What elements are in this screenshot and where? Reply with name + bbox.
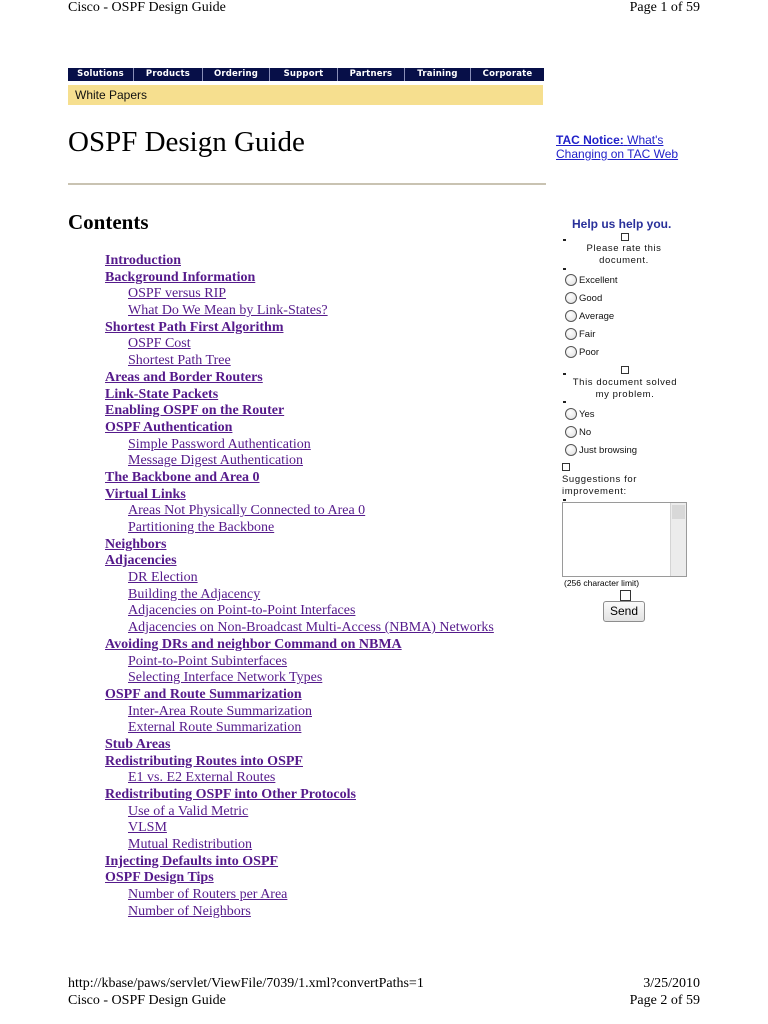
toc-link[interactable]: Selecting Interface Network Types xyxy=(128,670,323,686)
solved-option-label: Just browsing xyxy=(579,444,638,456)
toc-item xyxy=(105,470,555,487)
toc-link[interactable]: OSPF and Route Summarization xyxy=(105,686,302,702)
toc-item xyxy=(105,870,555,887)
suggestions-label-line-1: Suggestions for xyxy=(562,474,638,485)
toc-link[interactable]: What Do We Mean by Link-States? xyxy=(128,303,328,319)
toc-item xyxy=(105,770,555,787)
toc-item xyxy=(105,854,555,871)
nav-ordering[interactable]: Ordering xyxy=(203,68,270,81)
radio-button[interactable] xyxy=(565,426,577,438)
toc-link[interactable]: DR Election xyxy=(128,570,198,586)
toc-item xyxy=(105,704,555,721)
send-button[interactable]: Send xyxy=(603,601,645,622)
toc-link[interactable]: Building the Adjacency xyxy=(128,586,261,602)
toc-item xyxy=(105,720,555,737)
textarea-scrollbar-thumb[interactable] xyxy=(672,505,685,519)
toc-link[interactable]: OSPF Cost xyxy=(128,336,191,352)
solved-option-label: No xyxy=(579,426,592,438)
toc-item xyxy=(105,654,555,671)
toc-link[interactable]: Message Digest Authentication xyxy=(128,453,303,469)
toc-item xyxy=(105,637,555,654)
toc-link[interactable]: Enabling OSPF on the Router xyxy=(105,403,285,419)
toc-item xyxy=(105,420,555,437)
toc-item xyxy=(105,353,555,370)
toc-item xyxy=(105,603,555,620)
toc-item xyxy=(105,520,555,537)
toc-link[interactable]: Virtual Links xyxy=(105,486,186,502)
toc-link[interactable]: External Route Summarization xyxy=(128,720,302,736)
radio-button[interactable] xyxy=(565,444,577,456)
toc-item xyxy=(105,570,555,587)
toc-item xyxy=(105,403,555,420)
toc-item xyxy=(105,387,555,404)
toc-link[interactable]: Use of a Valid Metric xyxy=(128,803,249,819)
rate-question-line-1: Please rate this xyxy=(586,243,662,254)
feedback-tick xyxy=(563,499,566,501)
toc-link[interactable]: OSPF versus RIP xyxy=(128,286,227,302)
toc-item xyxy=(105,904,555,921)
rate-question xyxy=(570,243,678,267)
nav-training[interactable]: Training xyxy=(405,68,471,81)
rate-option-label: Fair xyxy=(579,328,596,340)
tac-notice-link[interactable] xyxy=(556,133,678,161)
toc-item xyxy=(105,370,555,387)
rate-option-poor[interactable] xyxy=(565,343,618,361)
radio-button[interactable] xyxy=(565,408,577,420)
rate-option-average[interactable] xyxy=(565,307,618,325)
next-page-header-page: Page 2 of 59 xyxy=(629,993,700,1008)
feedback-tick xyxy=(563,373,566,375)
next-page-header-title: Cisco - OSPF Design Guide xyxy=(68,993,226,1008)
toc-item xyxy=(105,737,555,754)
section-band: White Papers xyxy=(68,85,543,105)
solved-question xyxy=(563,377,687,401)
solved-options xyxy=(565,405,637,459)
rate-options xyxy=(565,271,618,361)
solved-option-yes[interactable] xyxy=(565,405,637,423)
radio-button[interactable] xyxy=(565,310,577,322)
toc-link[interactable]: Background Information xyxy=(105,269,256,285)
feedback-spacer-box xyxy=(620,590,631,601)
solved-option-label: Yes xyxy=(579,408,595,420)
toc-item xyxy=(105,804,555,821)
toc-item xyxy=(105,270,555,287)
nav-solutions[interactable]: Solutions xyxy=(68,68,134,81)
radio-button[interactable] xyxy=(565,346,577,358)
toc-item xyxy=(105,503,555,520)
toc-link[interactable]: Shortest Path First Algorithm xyxy=(105,319,284,335)
toc-item xyxy=(105,587,555,604)
toc-item xyxy=(105,687,555,704)
toc-item xyxy=(105,437,555,454)
toc-item xyxy=(105,887,555,904)
rate-option-good[interactable] xyxy=(565,289,618,307)
tac-notice-label: TAC Notice: xyxy=(556,133,624,147)
solved-option-no[interactable] xyxy=(565,423,637,441)
toc-link[interactable]: Shortest Path Tree xyxy=(128,353,231,369)
contents-heading: Contents xyxy=(68,210,149,234)
toc-link[interactable]: Neighbors xyxy=(105,536,167,552)
toc-link[interactable]: VLSM xyxy=(128,820,167,836)
toc-item xyxy=(105,336,555,353)
toc-link[interactable]: Adjacencies on Non-Broadcast Multi-Access (NBMA) Networks xyxy=(128,620,494,636)
toc-link[interactable]: OSPF Authentication xyxy=(105,419,233,435)
toc-item xyxy=(105,754,555,771)
suggestions-label-line-2: improvement: xyxy=(562,486,627,497)
feedback-tick xyxy=(563,239,566,241)
tac-notice xyxy=(556,133,706,161)
toc-link[interactable]: Areas Not Physically Connected to Area 0 xyxy=(128,503,366,519)
toc-item xyxy=(105,820,555,837)
rate-option-label: Average xyxy=(579,310,615,322)
radio-button[interactable] xyxy=(565,274,577,286)
toc-link[interactable]: Inter-Area Route Summarization xyxy=(128,703,312,719)
toc-item xyxy=(105,620,555,637)
rate-option-label: Good xyxy=(579,292,603,304)
feedback-tick xyxy=(563,268,566,270)
toc-item xyxy=(105,670,555,687)
title-divider xyxy=(68,183,546,185)
rate-option-label: Excellent xyxy=(579,274,618,286)
toc-link[interactable]: E1 vs. E2 External Routes xyxy=(128,770,276,786)
toc-item xyxy=(105,320,555,337)
rate-option-label: Poor xyxy=(579,346,600,358)
print-header-page: Page 1 of 59 xyxy=(629,0,700,15)
toc-link[interactable]: Point-to-Point Subinterfaces xyxy=(128,653,288,669)
toc-item xyxy=(105,303,555,320)
toc-link[interactable]: The Backbone and Area 0 xyxy=(105,469,260,485)
print-footer-url[interactable]: http://kbase/paws/servlet/ViewFile/7039/1.xml?convertPaths=1 xyxy=(68,976,424,991)
toc-link[interactable]: Redistributing OSPF into Other Protocols xyxy=(105,787,356,802)
toc-link[interactable]: Redistributing Routes into OSPF xyxy=(105,753,303,769)
toc-item xyxy=(105,286,555,303)
toc-item xyxy=(105,487,555,504)
toc-link[interactable]: Mutual Redistribution xyxy=(128,837,253,853)
feedback-spacer-box xyxy=(621,233,629,241)
print-header-title: Cisco - OSPF Design Guide xyxy=(68,0,226,15)
feedback-spacer-box xyxy=(621,366,629,374)
toc-link[interactable]: Adjacencies xyxy=(105,553,177,569)
toc-item xyxy=(105,537,555,554)
toc-link[interactable]: Areas and Border Routers xyxy=(105,369,263,385)
toc-link[interactable]: Injecting Defaults into OSPF xyxy=(105,853,279,869)
toc-item xyxy=(105,453,555,470)
nav-partners[interactable]: Partners xyxy=(338,68,405,81)
rate-option-excellent[interactable] xyxy=(565,271,618,289)
radio-button[interactable] xyxy=(565,328,577,340)
toc-item xyxy=(105,787,555,804)
toc-item xyxy=(105,253,555,270)
toc-link[interactable]: OSPF Design Tips xyxy=(105,870,214,886)
toc-link[interactable]: Simple Password Authentication xyxy=(128,436,311,452)
feedback-spacer-box xyxy=(562,463,570,471)
nav-products[interactable]: Products xyxy=(134,68,203,81)
nav-corporate[interactable]: Corporate xyxy=(482,69,533,79)
toc-item xyxy=(105,553,555,570)
toc-link[interactable]: Adjacencies on Point-to-Point Interfaces xyxy=(128,603,356,619)
toc-item xyxy=(105,837,555,854)
suggestions-textarea[interactable] xyxy=(562,502,687,577)
main-nav-bar xyxy=(68,68,544,81)
solved-question-line-2: my problem. xyxy=(595,389,655,400)
toc-link[interactable]: Number of Neighbors xyxy=(128,903,251,919)
solved-question-line-1: This document solved xyxy=(572,377,678,388)
rate-option-fair[interactable] xyxy=(565,325,618,343)
table-of-contents xyxy=(105,253,555,921)
toc-link[interactable]: Link-State Packets xyxy=(105,386,219,402)
toc-link[interactable]: Introduction xyxy=(105,253,181,268)
tac-notice-text-1: What's xyxy=(627,133,664,147)
page-title: OSPF Design Guide xyxy=(68,126,305,158)
feedback-tick xyxy=(563,401,566,403)
nav-support[interactable]: Support xyxy=(270,68,338,81)
toc-link[interactable]: Avoiding DRs and neighbor Command on NBMA xyxy=(105,636,402,652)
solved-option-just-browsing[interactable] xyxy=(565,441,637,459)
rate-question-line-2: document. xyxy=(599,255,649,266)
toc-link[interactable]: Partitioning the Backbone xyxy=(128,520,275,535)
char-limit-note: (256 character limit) xyxy=(564,578,640,588)
tac-notice-text-2: Changing on TAC Web xyxy=(556,147,679,161)
textarea-scrollbar[interactable] xyxy=(670,503,686,576)
toc-link[interactable]: Number of Routers per Area xyxy=(128,887,288,903)
suggestions-label xyxy=(562,474,637,498)
radio-button[interactable] xyxy=(565,292,577,304)
toc-link[interactable]: Stub Areas xyxy=(105,736,171,752)
print-footer-date: 3/25/2010 xyxy=(643,976,700,991)
feedback-heading: Help us help you. xyxy=(572,217,672,231)
